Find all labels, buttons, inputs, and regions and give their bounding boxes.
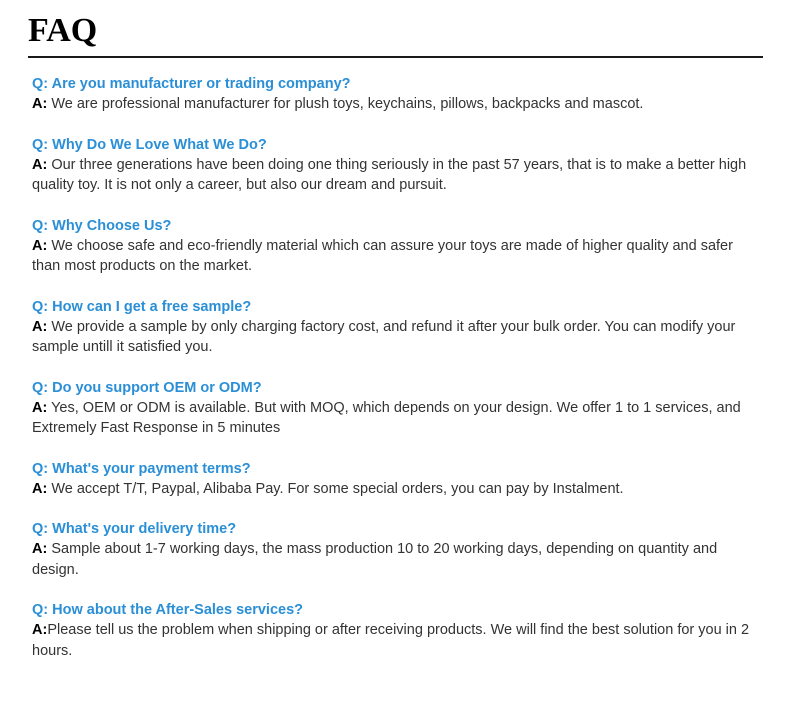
faq-answer (32, 94, 763, 115)
faq-answer-text: We provide a sample by only charging factory cost, and refund it after your bulk order. You can modify your sample untill it satisfied you. (32, 318, 736, 355)
answer-label: A: (32, 399, 48, 416)
faq-question: Q: How can I get a free sample? (32, 298, 252, 315)
faq-item-manufacturer (32, 74, 763, 115)
faq-list (28, 74, 763, 661)
faq-item-why-choose (32, 216, 763, 277)
page-title: FAQ (28, 12, 98, 49)
faq-question: Q: How about the After-Sales services? (32, 602, 304, 618)
faq-answer-text: Our three generations have been doing one thing seriously in the past 57 years, that is to make a better high quality toy. It is not only a career, but also our dream and pursuit. (32, 156, 747, 193)
faq-item-free-sample (32, 297, 763, 358)
faq-item-delivery-time (32, 519, 763, 580)
faq-item-after-sales (32, 600, 763, 661)
answer-label: A: (32, 318, 48, 335)
faq-answer (32, 539, 763, 580)
faq-answer-text: We choose safe and eco-friendly material which can assure your toys are made of higher quality and safer than most products on the market. (32, 237, 733, 274)
faq-item-oem-odm (32, 378, 763, 439)
answer-label: A: (32, 156, 48, 173)
answer-label: A: (32, 237, 48, 254)
faq-item-why-love (32, 135, 763, 196)
faq-question: Q: What's your delivery time? (32, 521, 237, 537)
faq-answer (32, 317, 763, 358)
answer-label: A: (32, 622, 48, 638)
title-divider (28, 56, 763, 58)
faq-section (28, 0, 763, 681)
faq-answer-text: We are professional manufacturer for plush toys, keychains, pillows, backpacks and mascot. (51, 96, 644, 112)
faq-answer (32, 398, 763, 439)
faq-answer-text: Please tell us the problem when shipping or after receiving products. We will find the best solution for you in 2 hours. (32, 622, 750, 659)
faq-question: Q: What's your payment terms? (32, 460, 251, 477)
faq-answer (32, 479, 763, 500)
answer-label: A: (32, 541, 48, 557)
answer-label: A: (32, 96, 48, 112)
faq-question: Q: Do you support OEM or ODM? (32, 379, 262, 396)
faq-question: Q: Why Do We Love What We Do? (32, 136, 267, 153)
faq-question: Q: Are you manufacturer or trading company? (32, 76, 351, 92)
faq-item-payment-terms (32, 459, 763, 500)
faq-answer-text: Yes, OEM or ODM is available. But with MOQ, which depends on your design. We offer 1 to 1 services, and Extremely Fast Response in 5 minutes (32, 399, 741, 436)
faq-answer-text: We accept T/T, Paypal, Alibaba Pay. For some special orders, you can pay by Instalment. (51, 480, 624, 497)
faq-question: Q: Why Choose Us? (32, 217, 172, 234)
answer-label: A: (32, 480, 48, 497)
faq-answer (32, 620, 763, 661)
faq-answer (32, 155, 763, 196)
faq-answer (32, 236, 763, 277)
faq-answer-text: Sample about 1-7 working days, the mass production 10 to 20 working days, depending on quantity and design. (32, 541, 718, 578)
